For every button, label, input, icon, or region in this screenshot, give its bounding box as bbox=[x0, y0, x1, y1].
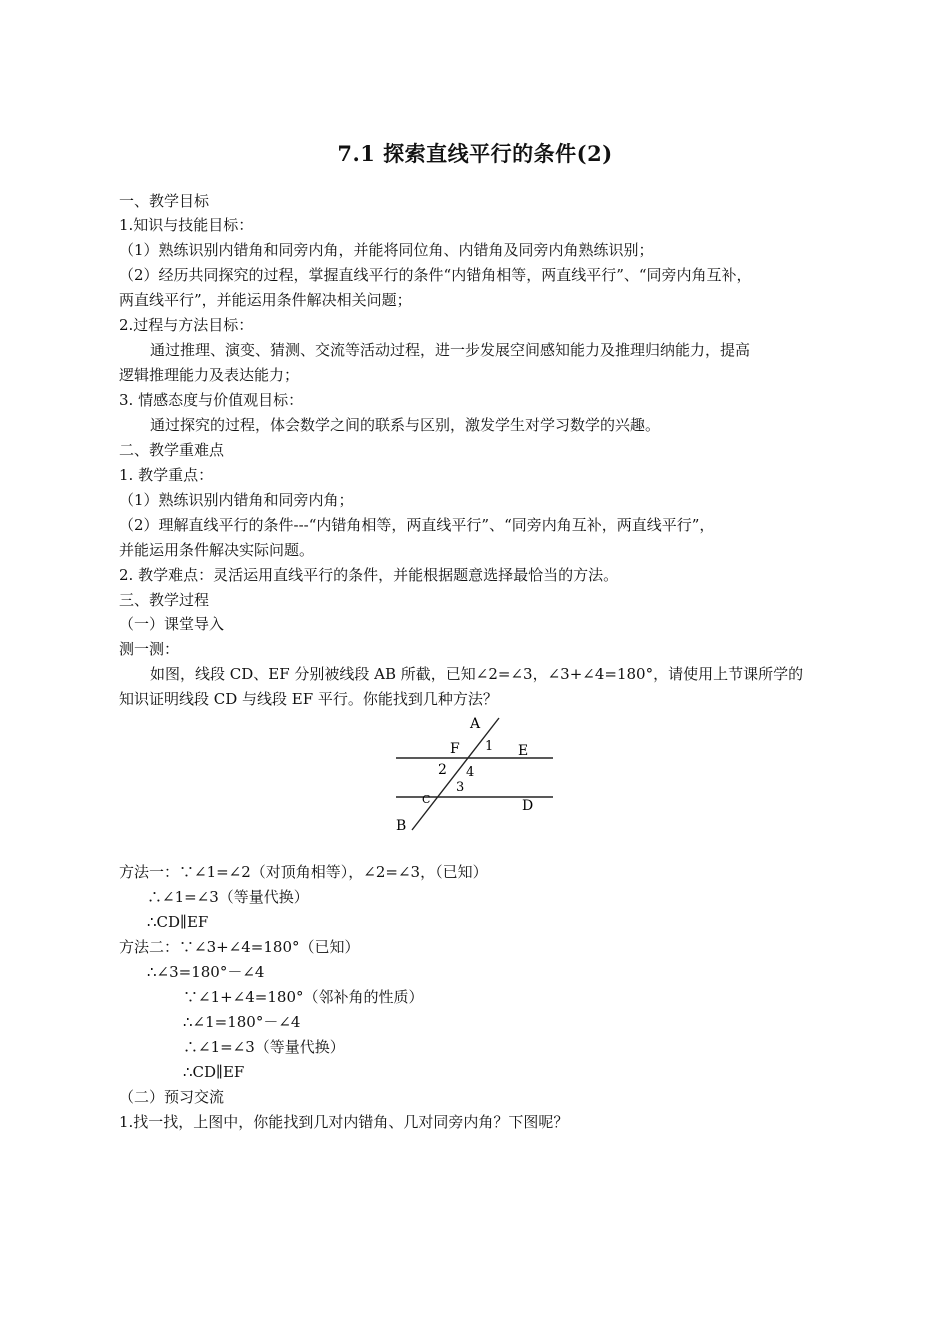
text-line: 如图，线段 CD、EF 分别被线段 AB 所截，已知∠2=∠3，∠3+∠4=180°，请使用上节课所学的 bbox=[150, 665, 804, 683]
text-line: 两直线平行”，并能运用条件解决相关问题； bbox=[119, 291, 412, 309]
section-heading: 二、教学重难点 bbox=[119, 441, 225, 459]
text-line: （2）理解直线平行的条件---“内错角相等，两直线平行”、“同旁内角互补，两直线平行”， bbox=[119, 516, 715, 534]
method-line: ∴∠1=∠3（等量代换） bbox=[147, 888, 309, 906]
transversal-ab bbox=[412, 718, 499, 830]
section-heading: 三、教学过程 bbox=[119, 591, 210, 609]
text-line: 通过探究的过程，体会数学之间的联系与区别，激发学生对学习数学的兴趣。 bbox=[150, 416, 661, 434]
subsection-heading: 3. 情感态度与价值观目标： bbox=[119, 391, 304, 409]
method-line: ∴CD∥EF bbox=[183, 1063, 245, 1081]
method-line: ∴CD∥EF bbox=[147, 913, 209, 931]
label-d: D bbox=[522, 798, 534, 814]
text-line: （2）经历共同探究的过程，掌握直线平行的条件“内错角相等，两直线平行”、“同旁内角互补， bbox=[119, 266, 752, 284]
angle-2-label: 2 bbox=[438, 762, 447, 778]
method-line: ∵∠1+∠4=180°（邻补角的性质） bbox=[183, 988, 424, 1006]
label-b: B bbox=[396, 818, 407, 834]
label-f: F bbox=[450, 741, 460, 757]
angle-1-label: 1 bbox=[485, 739, 494, 754]
method-line: 方法一：∵∠1=∠2（对顶角相等），∠2=∠3，（已知） bbox=[119, 863, 488, 881]
text-line: 逻辑推理能力及表达能力； bbox=[119, 366, 300, 384]
subsection-heading: 2.过程与方法目标： bbox=[119, 316, 254, 334]
geometry-diagram bbox=[388, 712, 558, 837]
page-title: 7.1 探索直线平行的条件(2) bbox=[337, 141, 613, 166]
method-line: ∴∠1=180°－∠4 bbox=[183, 1013, 301, 1031]
subsection-heading: （二）预习交流 bbox=[119, 1088, 225, 1106]
text-line: 1.找一找，上图中，你能找到几对内错角、几对同旁内角？下图呢？ bbox=[119, 1113, 569, 1131]
subsection-heading: （一）课堂导入 bbox=[119, 615, 225, 633]
text-line: （1）熟练识别内错角和同旁内角，并能将同位角、内错角及同旁内角熟练识别； bbox=[119, 241, 654, 259]
parallel-lines-figure bbox=[388, 712, 558, 837]
text-line: 2. 教学难点：灵活运用直线平行的条件，并能根据题意选择最恰当的方法。 bbox=[119, 566, 619, 584]
method-line: ∴∠1=∠3（等量代换） bbox=[183, 1038, 345, 1056]
angle-4-label: 4 bbox=[466, 765, 475, 780]
text-line: 知识证明线段 CD 与线段 EF 平行。你能找到几种方法？ bbox=[119, 690, 498, 708]
label-e: E bbox=[518, 743, 529, 759]
text-line: 通过推理、演变、猜测、交流等活动过程，进一步发展空间感知能力及推理归纳能力，提高 bbox=[150, 341, 751, 359]
subsection-heading: 1.知识与技能目标： bbox=[119, 216, 254, 234]
section-heading: 一、教学目标 bbox=[119, 192, 210, 210]
text-line: 并能运用条件解决实际问题。 bbox=[119, 541, 315, 559]
angle-3-label: 3 bbox=[456, 780, 465, 795]
method-line: 方法二：∵∠3+∠4=180°（已知） bbox=[119, 938, 360, 956]
text-line: （1）熟练识别内错角和同旁内角； bbox=[119, 491, 354, 509]
subsection-heading: 1. 教学重点： bbox=[119, 466, 214, 484]
method-line: ∴∠3=180°－∠4 bbox=[147, 963, 265, 981]
label-c: C bbox=[422, 793, 431, 806]
label-a: A bbox=[470, 716, 481, 732]
text-line: 测一测： bbox=[119, 640, 180, 658]
